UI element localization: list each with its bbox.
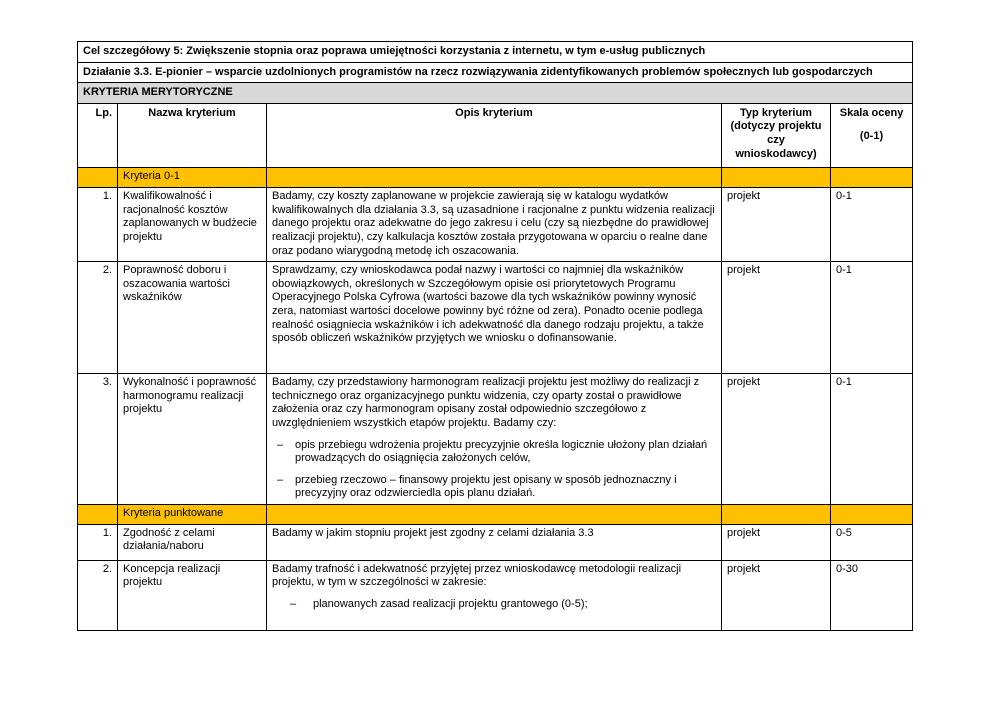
table-row bbox=[78, 262, 913, 374]
list-item bbox=[272, 439, 716, 466]
row-type: projekt bbox=[722, 560, 831, 630]
list-item-text: opis przebiegu wdrożenia projektu precyzyjnie określa logicznie ułożony plan działań prowadzących do osiągnięcia założonych celów, bbox=[295, 438, 708, 465]
group-title: Kryteria punktowane bbox=[118, 504, 267, 524]
bullet-list bbox=[272, 598, 716, 612]
row-type: projekt bbox=[722, 188, 831, 262]
dash-bullet: – bbox=[290, 598, 297, 611]
criteria-table bbox=[77, 41, 913, 631]
header-scale bbox=[831, 103, 913, 167]
row-name: Kwalifikowalność i racjonalność kosztów zaplanowanych w budżecie projektu bbox=[118, 188, 267, 262]
row-lp: 2. bbox=[78, 262, 118, 374]
row-desc bbox=[267, 560, 722, 630]
header-name: Nazwa kryterium bbox=[118, 103, 267, 167]
row-desc-text: Badamy, czy przedstawiony harmonogram realizacji projektu jest możliwy do realizacji z technicznego oraz organizacyjnego punktu widzenia, czy oparty został o prawidłowe założenia oraz czy harmonogram opisany został odpowiednio szczegółowo z uwzględnieniem wszystkich etapów projektu. Badamy czy: bbox=[272, 376, 700, 429]
section-title: KRYTERIA MERYTORYCZNE bbox=[78, 83, 913, 104]
row-desc: Badamy, czy koszty zaplanowane w projekcie zawierają się w katalogu wydatków kwalifikowalnych dla działania 3.3, są uzasadnione i racjonalne z punktu widzenia realizacji danego projektu oraz adekwatne do jego zakresu i celu (czy są niezbędne do prawidłowej realizacji projektu), czy kalkulacja kosztów została przygotowana w oparciu o realne dane oraz podano wiarygodną metodę ich oszacowania. bbox=[267, 188, 722, 262]
row-scale: 0-5 bbox=[831, 524, 913, 560]
row-name: Wykonalność i poprawność harmonogramu realizacji projektu bbox=[118, 374, 267, 505]
row-lp: 1. bbox=[78, 524, 118, 560]
row-desc: Sprawdzamy, czy wnioskodawca podał nazwy i wartości co najmniej dla wskaźników obowiązkowych, określonych w Szczegółowym opisie osi priorytetowych Programu Operacyjnego Polska Cyfrowa (wartości bazowe dla tych wskaźników powinny wynosić zera, natomiast wartości docelowe powinny być różne od zera). Ponadto ocenie podlega realność osiągniecia wskaźników i ich adekwatność dla danego rodzaju projektu, a także sposób obliczeń wskaźników przyjętych we wniosku o dofinansowanie. bbox=[267, 262, 722, 374]
row-lp: 3. bbox=[78, 374, 118, 505]
header-scale-label: Skala oceny bbox=[839, 106, 904, 119]
row-name: Koncepcja realizacji projektu bbox=[118, 560, 267, 630]
list-item bbox=[272, 598, 716, 612]
header-lp: Lp. bbox=[78, 103, 118, 167]
goal-heading: Cel szczegółowy 5: Zwiększenie stopnia oraz poprawa umiejętności korzystania z internetu, w tym e-usług publicznych bbox=[78, 42, 913, 63]
row-desc: Badamy w jakim stopniu projekt jest zgodny z celami działania 3.3 bbox=[267, 524, 722, 560]
header-scale-range: (0-1) bbox=[859, 130, 884, 143]
table-row bbox=[78, 374, 913, 505]
dash-bullet: – bbox=[277, 438, 284, 451]
list-item-text: planowanych zasad realizacji projektu grantowego (0-5); bbox=[313, 598, 588, 611]
row-lp: 1. bbox=[78, 188, 118, 262]
header-desc: Opis kryterium bbox=[267, 103, 722, 167]
list-item-text: przebieg rzeczowo – finansowy projektu jest opisany w sposób jednoznaczny i precyzyjny oraz odzwierciedla opis planu działań. bbox=[295, 473, 677, 500]
row-type: projekt bbox=[722, 262, 831, 374]
row-name: Zgodność z celami działania/naboru bbox=[118, 524, 267, 560]
row-desc-text: Badamy trafność i adekwatność przyjętej przez wnioskodawcę metodologii realizacji projektu, w tym w szczególności w zakresie: bbox=[272, 562, 682, 589]
row-scale: 0-1 bbox=[831, 262, 913, 374]
column-headers bbox=[78, 103, 913, 167]
row-type: projekt bbox=[722, 524, 831, 560]
group-header bbox=[78, 168, 913, 188]
row-scale: 0-1 bbox=[831, 188, 913, 262]
list-item bbox=[272, 474, 716, 501]
row-type: projekt bbox=[722, 374, 831, 505]
bullet-list bbox=[272, 439, 716, 501]
dash-bullet: – bbox=[277, 473, 284, 486]
group-title: Kryteria 0-1 bbox=[118, 168, 267, 188]
row-scale: 0-30 bbox=[831, 560, 913, 630]
criteria-document bbox=[77, 41, 912, 631]
row-name: Poprawność doboru i oszacowania wartości wskaźników bbox=[118, 262, 267, 374]
action-heading: Działanie 3.3. E-pionier – wsparcie uzdolnionych programistów na rzecz rozwiązywania zidentyfikowanych problemów społecznych lub gospodarczych bbox=[78, 62, 913, 83]
row-scale: 0-1 bbox=[831, 374, 913, 505]
table-row bbox=[78, 524, 913, 560]
table-row bbox=[78, 188, 913, 262]
header-type: Typ kryterium (dotyczy projektu czy wnioskodawcy) bbox=[722, 103, 831, 167]
group-header bbox=[78, 504, 913, 524]
row-lp: 2. bbox=[78, 560, 118, 630]
table-row bbox=[78, 560, 913, 630]
row-desc bbox=[267, 374, 722, 505]
